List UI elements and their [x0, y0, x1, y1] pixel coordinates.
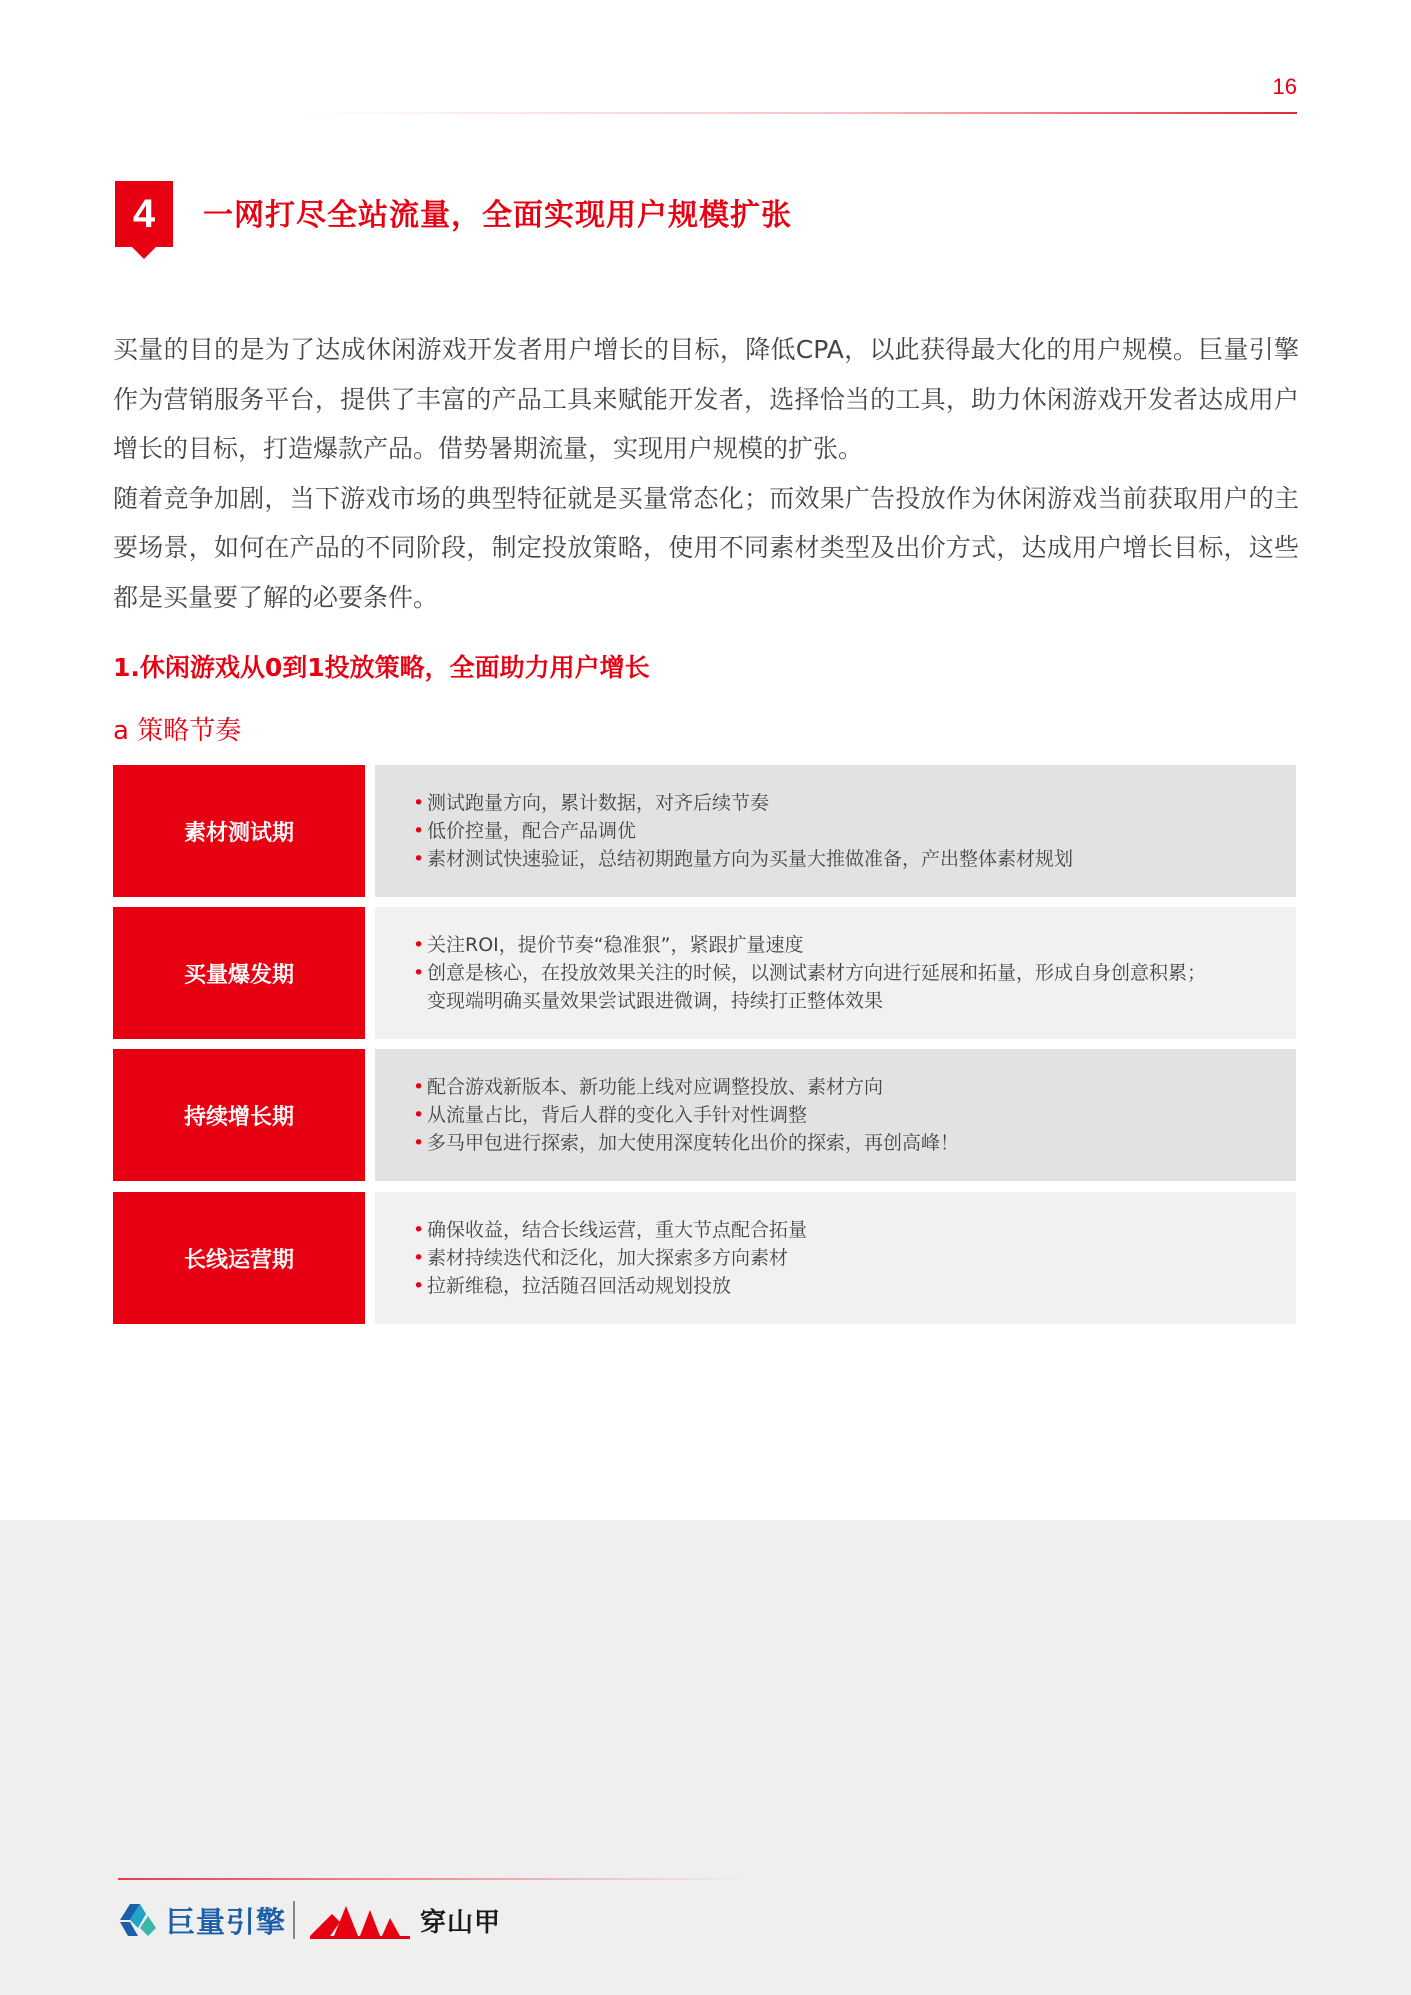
page-number: 16 [1272, 74, 1297, 99]
bullet-text: 素材持续迭代和泛化，加大探索多方向素材 [427, 1247, 789, 1269]
bullet-dot-icon: • [413, 1076, 425, 1098]
strategy-row [113, 1049, 1296, 1181]
bullet-item [413, 1073, 1296, 1101]
phase-details [375, 765, 1296, 897]
section-number-badge: 4 [115, 181, 173, 247]
bullet-item [413, 1129, 1296, 1157]
phase-label: 长线运营期 [113, 1192, 365, 1324]
bullet-item [413, 987, 1296, 1015]
bullet-dot-icon: • [413, 1275, 425, 1297]
oceanengine-logo [116, 1898, 286, 1942]
bullet-text: 测试跑量方向，累计数据，对齐后续节奏 [427, 792, 770, 814]
bullet-item [413, 1272, 1296, 1300]
header-rule [300, 112, 1297, 114]
bullet-item [413, 931, 1296, 959]
bullet-text: 从流量占比，背后人群的变化入手针对性调整 [427, 1104, 808, 1126]
pangle-logo-text: 穿山甲 [420, 1907, 502, 1938]
bullet-dot-icon: • [413, 848, 425, 870]
bullet-text: 创意是核心，在投放效果关注的时候，以测试素材方向进行延展和拓量，形成自身创意积累； [427, 962, 1207, 984]
bullet-dot-icon: • [413, 934, 425, 956]
subsection-title: 1.休闲游戏从0到1投放策略，全面助力用户增长 [113, 653, 650, 682]
logo-divider [293, 1901, 295, 1939]
phase-label: 持续增长期 [113, 1049, 365, 1181]
bullet-item [413, 789, 1296, 817]
phase-details [375, 1049, 1296, 1181]
bullet-text: 低价控量，配合产品调优 [427, 820, 637, 842]
intro-paragraph-1: 买量的目的是为了达成休闲游戏开发者用户增长的目标，降低CPA，以此获得最大化的用户规模。巨量引擎作为营销服务平台，提供了丰富的产品工具来赋能开发者，选择恰当的工具，助力休闲游戏开发者达成用户增长的目标，打造爆款产品。借势暑期流量，实现用户规模的扩张。 [113, 335, 1299, 463]
bullet-text: 多马甲包进行探索，加大使用深度转化出价的探索，再创高峰！ [427, 1132, 960, 1154]
section-title: 一网打尽全站流量，全面实现用户规模扩张 [203, 198, 792, 233]
bullet-text: 拉新维稳，拉活随召回活动规划投放 [427, 1275, 732, 1297]
bullet-dot-icon: • [413, 1219, 425, 1241]
pangle-logo [310, 1898, 501, 1942]
phase-label: 买量爆发期 [113, 907, 365, 1039]
phase-details [375, 907, 1296, 1039]
intro-paragraph-2: 随着竞争加剧，当下游戏市场的典型特征就是买量常态化；而效果广告投放作为休闲游戏当前获取用户的主要场景，如何在产品的不同阶段，制定投放策略，使用不同素材类型及出价方式，达成用户增长目标，这些都是买量要了解的必要条件。 [113, 483, 1299, 612]
bullet-item [413, 817, 1296, 845]
bullet-text: 变现端明确买量效果尝试跟进微调，持续打正整体效果 [427, 990, 884, 1012]
phase-details [375, 1192, 1296, 1324]
oceanengine-logo-icon [116, 1898, 160, 1942]
bullet-item [413, 845, 1296, 873]
bullet-text: 素材测试快速验证，总结初期跑量方向为买量大推做准备，产出整体素材规划 [427, 848, 1074, 870]
bullet-item [413, 1216, 1296, 1244]
bullet-text: 确保收益，结合长线运营，重大节点配合拓量 [427, 1219, 808, 1241]
intro-text [113, 325, 1299, 622]
strategy-row [113, 1192, 1296, 1324]
bullet-dot-icon: • [413, 820, 425, 842]
bullet-text: 配合游戏新版本、新功能上线对应调整投放、素材方向 [427, 1076, 884, 1098]
sub-subsection-title: a 策略节奏 [113, 716, 242, 746]
phase-label: 素材测试期 [113, 765, 365, 897]
bullet-item [413, 1101, 1296, 1129]
strategy-row [113, 907, 1296, 1039]
strategy-row [113, 765, 1296, 897]
bullet-item [413, 959, 1296, 987]
bullet-dot-icon: • [413, 792, 425, 814]
bullet-dot-icon: • [413, 1247, 425, 1269]
pangle-logo-icon [310, 1900, 414, 1940]
bullet-text: 关注ROI，提价节奏“稳准狠”，紧跟扩量速度 [427, 934, 804, 956]
oceanengine-logo-text: 巨量引擎 [166, 1904, 287, 1939]
bullet-dot-icon: • [413, 962, 425, 984]
bullet-dot-icon: • [413, 1132, 425, 1154]
footer-rule [118, 1878, 748, 1880]
bullet-dot-icon: • [413, 1104, 425, 1126]
bullet-item [413, 1244, 1296, 1272]
